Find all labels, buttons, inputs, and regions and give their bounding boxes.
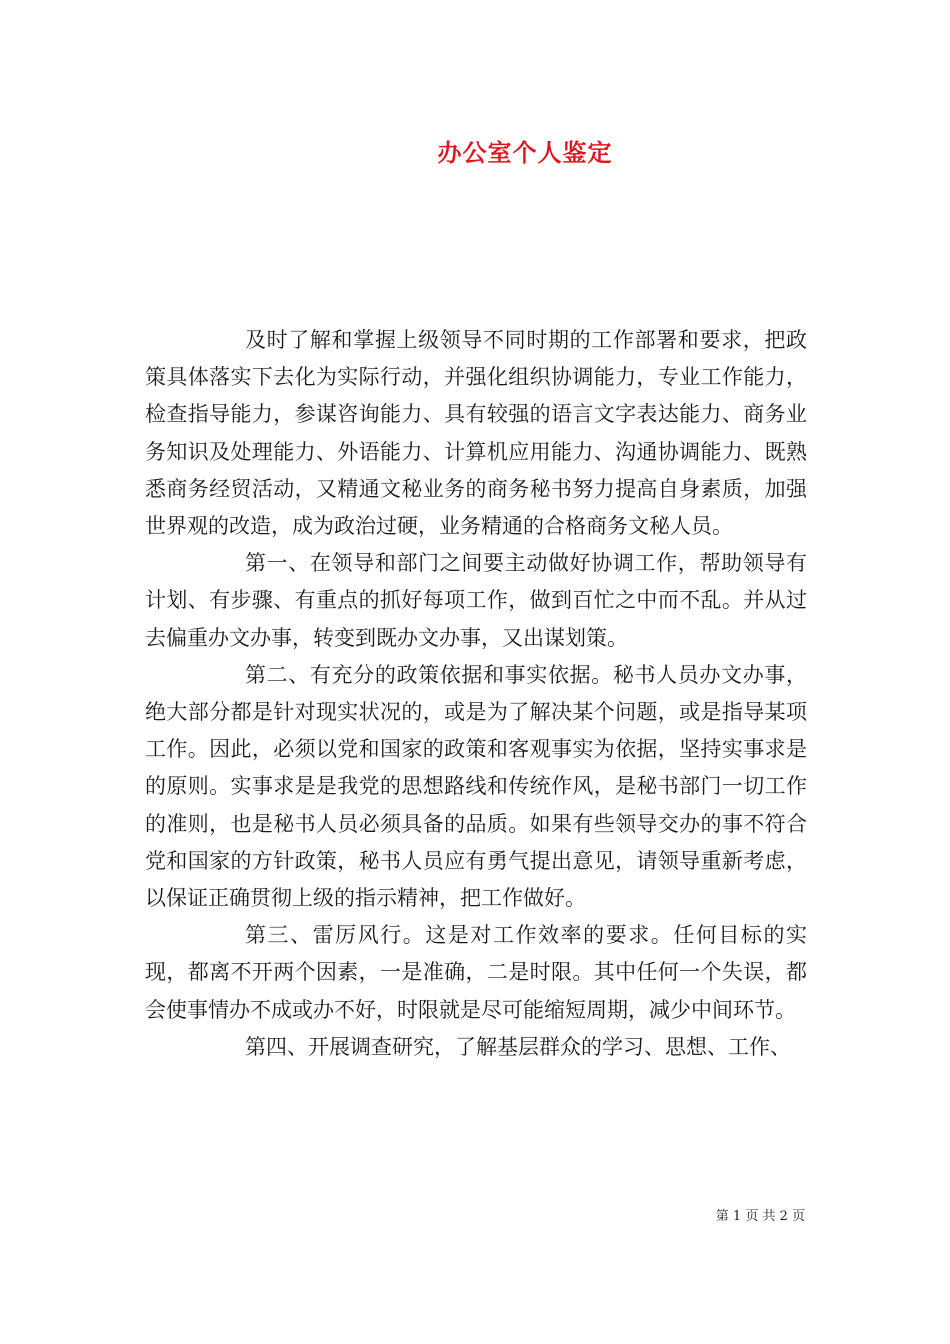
paragraph-fourth: 第四、开展调查研究，了解基层群众的学习、思想、工作、 — [245, 1034, 791, 1059]
document-body — [145, 322, 807, 1066]
page-number-footer: 第 1 页 共 2 页 — [715, 1209, 805, 1224]
paragraph-second: 第二、有充分的政策依据和事实依据。秘书人员办文办事，绝大部分都是针对现实状况的，或是为了解决某个问题，或是指导某项工作。因此，必须以党和国家的政策和客观事实为依据，坚持实事求是的原则。实事求是是我党的思想路线和传统作风，是秘书部门一切工作的准则，也是秘书人员必须具备的品质。如果有些领导交办的事不符合党和国家的方针政策，秘书人员应有勇气提出意见，请领导重新考虑，以保证正确贯彻上级的指示精神，把工作做好。 — [145, 662, 807, 911]
paragraph-first: 第一、在领导和部门之间要主动做好协调工作，帮助领导有计划、有步骤、有重点的抓好每项工作，做到百忙之中而不乱。并从过去偏重办文办事，转变到既办文办事，又出谋划策。 — [145, 551, 807, 650]
paragraph-third: 第三、雷厉风行。这是对工作效率的要求。任何目标的实现，都离不开两个因素，一是准确，二是时限。其中任何一个失误，都会使事情办不成或办不好，时限就是尽可能缩短周期，减少中间环节。 — [145, 923, 807, 1022]
document-title: 办公室个人鉴定 — [437, 138, 613, 167]
paragraph-intro: 及时了解和掌握上级领导不同时期的工作部署和要求，把政策具体落实下去化为实际行动，并强化组织协调能力，专业工作能力，检查指导能力，参谋咨询能力、具有较强的语言文字表达能力、商务业务知识及处理能力、外语能力、计算机应用能力、沟通协调能力、既熟悉商务经贸活动，又精通文秘业务的商务秘书努力提高自身素质，加强世界观的改造，成为政治过硬，业务精通的合格商务文秘人员。 — [145, 328, 807, 539]
